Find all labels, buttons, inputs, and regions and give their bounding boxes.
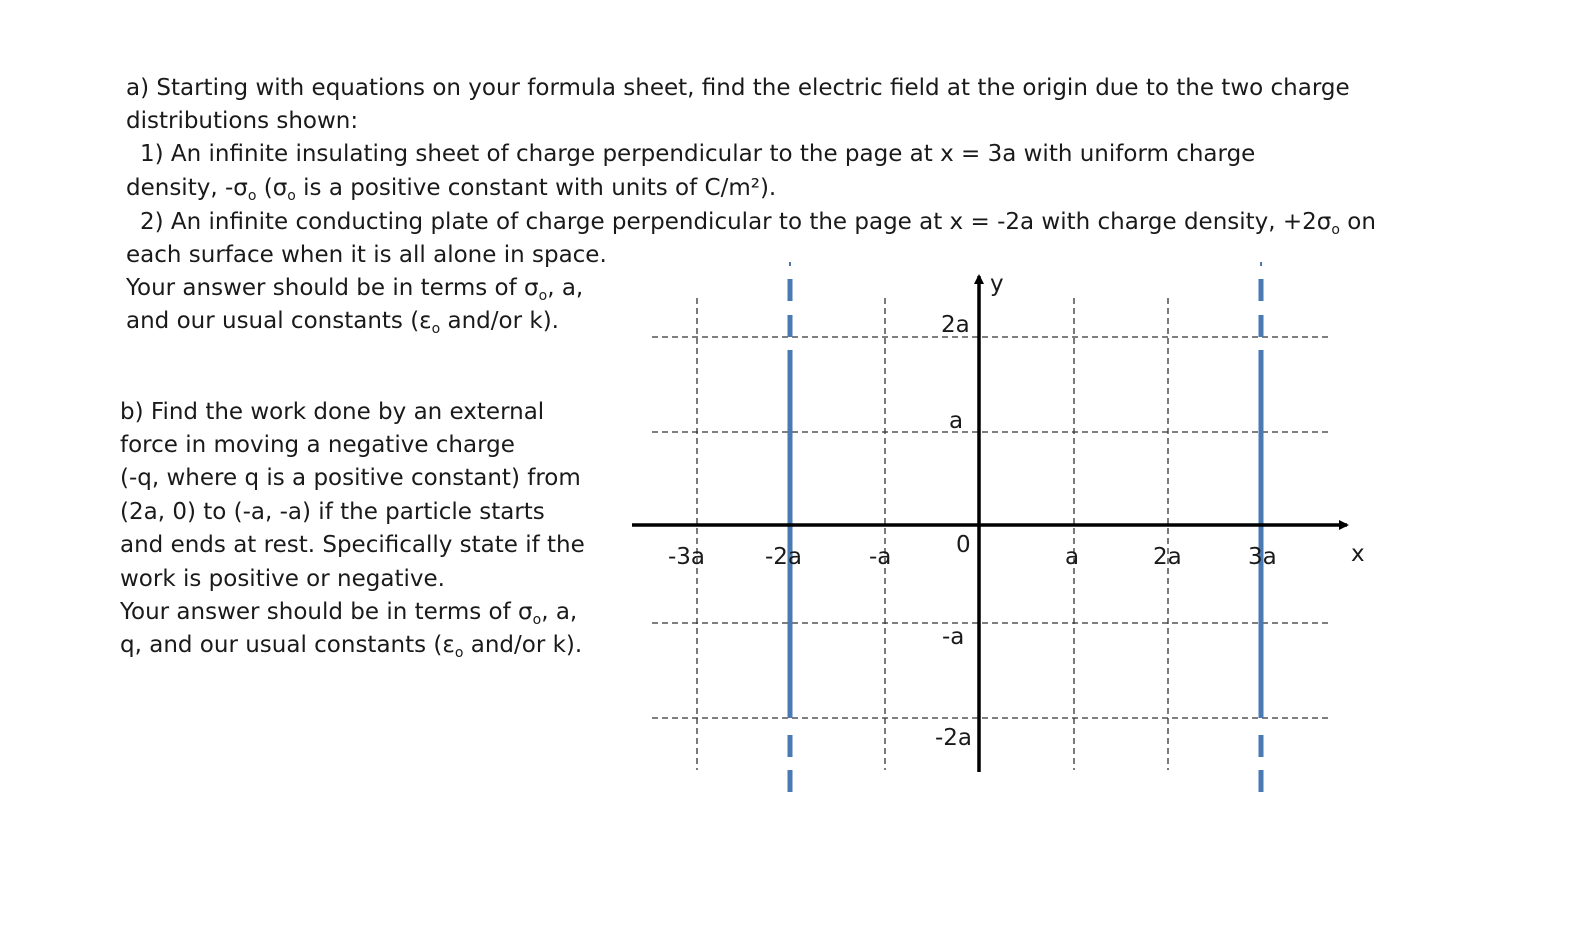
part-b-line-3: (-q, where q is a positive constant) from: [120, 465, 581, 491]
text-segment: and our usual constants (ε: [126, 308, 432, 334]
x-tick-label: -3a: [668, 544, 706, 570]
subscript: o: [287, 188, 296, 204]
subscript: o: [538, 288, 548, 304]
part-b-line-1: b) Find the work done by an external: [120, 399, 545, 425]
text-segment: 2) An infinite conducting plate of charge perpendicular to the page at x = -2a with charge density, +2σ: [140, 209, 1332, 235]
text-segment: , a,: [547, 275, 584, 301]
text-segment: and/or k).: [463, 632, 583, 658]
text-segment: on: [1339, 209, 1376, 235]
y-tick-label: -2a: [935, 725, 973, 751]
x-tick-label: 0: [956, 532, 971, 558]
x-tick-label: 3a: [1248, 544, 1277, 570]
part-a-item-2-line-2: each surface when it is all alone in space.: [126, 242, 607, 268]
text-segment: Your answer should be in terms of σ: [126, 275, 539, 301]
subscript: o: [454, 645, 464, 661]
x-tick-label: -2a: [765, 544, 803, 570]
subscript: o: [431, 321, 441, 337]
text-segment: , a,: [541, 599, 578, 625]
text-segment: (σ: [256, 175, 288, 201]
text-segment: and/or k).: [440, 308, 559, 334]
text-segment: density, -σ: [126, 175, 248, 201]
part-a-item-1-line-1: 1) An infinite insulating sheet of charge perpendicular to the page at x = 3a with uniform charge: [140, 141, 1256, 167]
text-segment: q, and our usual constants (ε: [120, 632, 455, 658]
part-b-line-6: work is positive or negative.: [120, 566, 445, 592]
x-tick-label: 2a: [1153, 544, 1182, 570]
y-axis-label: y: [990, 271, 1004, 297]
x-tick-label: -a: [869, 544, 892, 570]
part-a-line-1: a) Starting with equations on your formula sheet, find the electric field at the origin due to the two charge: [126, 75, 1350, 101]
y-tick-label: 2a: [941, 312, 970, 338]
y-tick-label: a: [949, 408, 964, 434]
text-segment: Your answer should be in terms of σ: [120, 599, 533, 625]
part-b-line-4: (2a, 0) to (-a, -a) if the particle starts: [120, 499, 545, 525]
part-a-line-2: distributions shown:: [126, 108, 359, 134]
part-b-line-2: force in moving a negative charge: [120, 432, 515, 458]
subscript: o: [1331, 222, 1340, 238]
subscript: o: [247, 188, 257, 204]
text-segment: is a positive constant with units of C/m²).: [295, 175, 777, 201]
part-b-line-5: and ends at rest. Specifically state if the: [120, 532, 585, 558]
x-axis-label: x: [1351, 541, 1365, 567]
y-tick-label: -a: [942, 624, 965, 650]
x-tick-label: a: [1065, 544, 1080, 570]
subscript: o: [532, 612, 542, 628]
